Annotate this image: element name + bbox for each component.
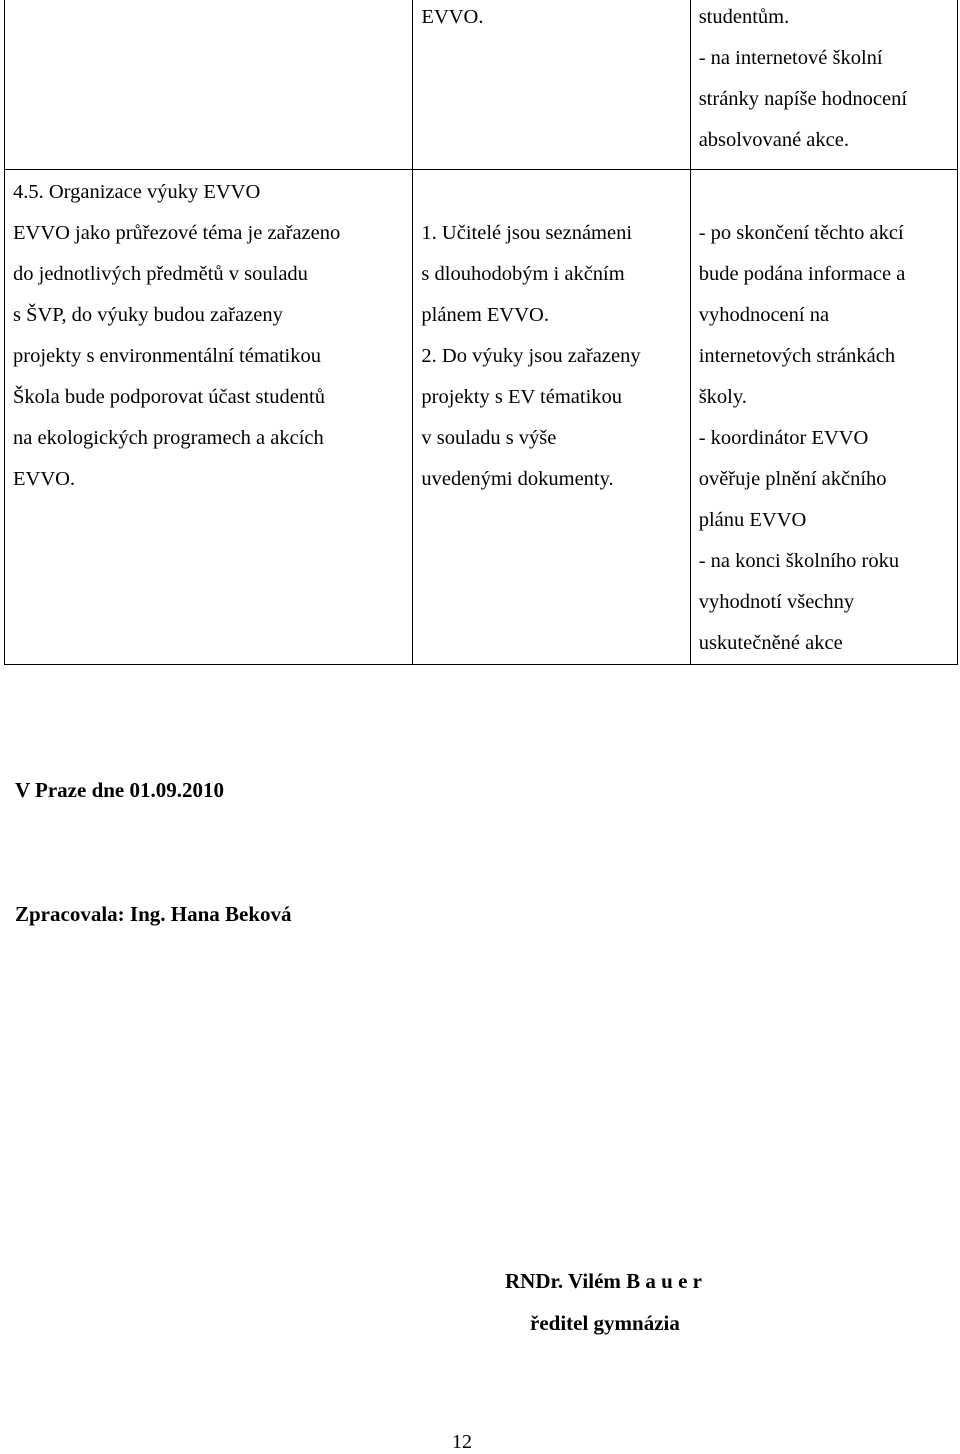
cell-text-line: uvedenými dokumenty. — [421, 468, 614, 490]
cell-text-line: - na konci školního roku — [698, 550, 900, 572]
cell-text-line: EVVO. — [421, 6, 484, 28]
cell-text-line: absolvované akce. — [698, 129, 849, 151]
cell-text-line: vyhodnotí všechny — [698, 591, 855, 613]
cell-text-line: 4.5. Organizace výuky EVVO — [13, 181, 261, 203]
table-cell-goal — [5, 0, 413, 170]
cell-text-line: internetových stránkách — [698, 345, 896, 367]
cell-text-line: s dlouhodobým i akčním — [421, 263, 625, 285]
cell-text-line: 2. Do výuky jsou zařazeny — [421, 345, 641, 367]
evvo-table — [4, 0, 958, 665]
cell-text-line: Škola bude podporovat účast studentů — [13, 386, 326, 408]
cell-text-line: 1. Učitelé jsou seznámeni — [421, 222, 633, 244]
cell-text-line: plánu EVVO — [698, 509, 807, 531]
cell-text-line: - na internetové školní — [698, 47, 883, 69]
table-cell-evaluation — [690, 0, 957, 170]
cell-text-line: v souladu s výše — [421, 427, 557, 449]
cell-text-line: do jednotlivých předmětů v souladu — [13, 263, 308, 285]
cell-text-line: s ŠVP, do výuky budou zařazeny — [13, 304, 283, 326]
table-cell-evaluation — [690, 170, 957, 665]
cell-text-line: studentům. — [698, 6, 790, 28]
cell-text-line: stránky napíše hodnocení — [698, 88, 908, 110]
cell-text-line: ověřuje plnění akčního — [698, 468, 887, 490]
cell-text-line: školy. — [698, 386, 747, 408]
cell-text-line: plánem EVVO. — [421, 304, 549, 326]
signer-name: RNDr. Vilém B a u e r — [505, 1269, 702, 1293]
page-number: 12 — [452, 1431, 472, 1453]
cell-text-line: projekty s EV tématikou — [421, 386, 623, 408]
table-cell-goal — [5, 170, 413, 665]
table-cell-tasks — [413, 170, 690, 665]
author-line: Zpracovala: Ing. Hana Beková — [15, 902, 292, 926]
date-line: V Praze dne 01.09.2010 — [15, 778, 225, 802]
cell-text-line — [699, 172, 953, 213]
cell-text-line: na ekologických programech a akcích — [13, 427, 324, 449]
cell-text-line: vyhodnocení na — [698, 304, 830, 326]
cell-text-line: EVVO. — [13, 468, 76, 490]
table-cell-tasks — [413, 0, 690, 170]
cell-text-line: - koordinátor EVVO — [698, 427, 869, 449]
table-row — [5, 0, 958, 170]
signer-title: ředitel gymnázia — [530, 1311, 680, 1335]
table-row — [5, 170, 958, 665]
cell-text-line: uskutečněné akce — [698, 632, 843, 654]
cell-text-line — [421, 172, 685, 213]
cell-text-line: EVVO jako průřezové téma je zařazeno — [13, 222, 341, 244]
cell-text-line: - po skončení těchto akcí — [698, 222, 904, 244]
cell-text-line: bude podána informace a — [698, 263, 906, 285]
cell-text-line: projekty s environmentální tématikou — [13, 345, 322, 367]
